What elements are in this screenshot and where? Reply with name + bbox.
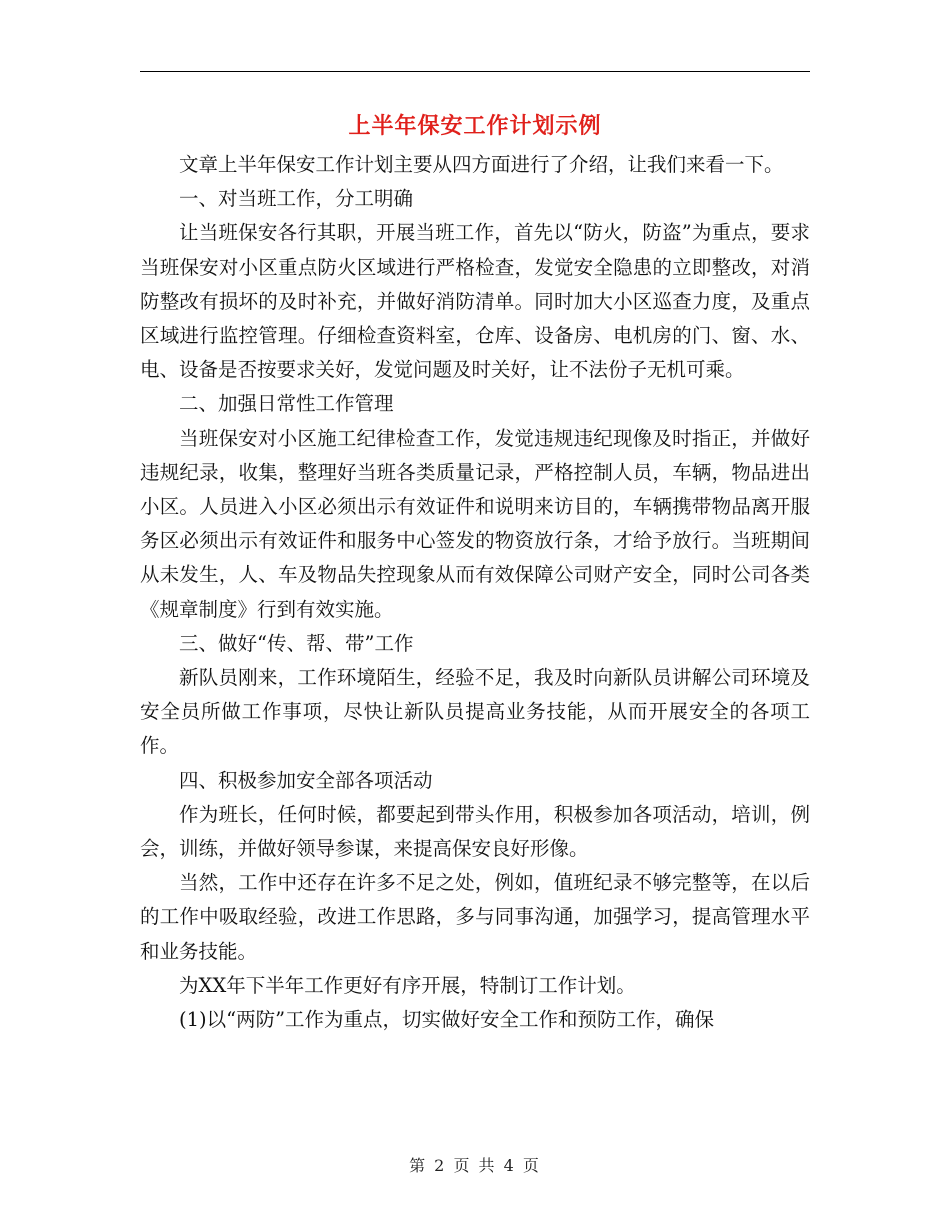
intro-paragraph: 文章上半年保安工作计划主要从四方面进行了介绍，让我们来看一下。: [179, 153, 784, 176]
section-4-paragraph: 作为班长，任何时候，都要起到带头作用，积极参加各项活动，培训，例会，训练，并做好领导参谋，来提高保安良好形像。: [140, 802, 810, 861]
document-title: 上半年保安工作计划示例: [348, 113, 602, 139]
section-heading-1: 一、对当班工作，分工明确: [179, 187, 414, 211]
section-heading-3: 三、做好“传、帮、带”工作: [179, 631, 414, 655]
section-2-paragraph: 当班保安对小区施工纪律检查工作，发觉违规违纪现像及时指正，并做好违规纪录，收集，整理好当班各类质量记录，严格控制人员，车辆，物品进出小区。人员进入小区必须出示有效证件和说明来访目的，车辆携带物品离开服务区必须出示有效证件和服务中心签发的物资放行条，才给予放行。当班期间从未发生，人、车及物品失控现象从而有效保障公司财产安全，同时公司各类《规章制度》行到有效实施。: [140, 426, 810, 621]
plan-intro-paragraph: 为XX年下半年工作更好有序开展，特制订工作计划。: [179, 973, 636, 997]
section-heading-4: 四、积极参加安全部各项活动: [179, 768, 433, 792]
shortcomings-paragraph: 当然，工作中还存在许多不足之处，例如，值班纪录不够完整等，在以后的工作中吸取经验，改进工作思路，多与同事沟通，加强学习，提高管理水平和业务技能。: [140, 871, 810, 963]
page-number-footer: 第 2 页 共 4 页: [409, 1156, 541, 1175]
plan-item-1-paragraph: (1)以“两防”工作为重点，切实做好安全工作和预防工作，确保: [179, 1008, 715, 1032]
section-heading-2: 二、加强日常性工作管理: [179, 392, 394, 416]
section-1-paragraph: 让当班保安各行其职，开展当班工作，首先以“防火，防盗”为重点，要求当班保安对小区重点防火区域进行严格检查，发觉安全隐患的立即整改，对消防整改有损坏的及时补充，并做好消防清单。同时加大小区巡查力度，及重点区域进行监控管理。仔细检查资料室，仓库、设备房、电机房的门、窗、水、电、设备是否按要求关好，发觉问题及时关好，让不法份子无机可乘。: [140, 221, 810, 382]
document-body: [140, 148, 810, 1037]
section-3-paragraph: 新队员刚来，工作环境陌生，经验不足，我及时向新队员讲解公司环境及安全员所做工作事项，尽快让新队员提高业务技能，从而开展安全的各项工作。: [140, 666, 810, 758]
header-rule: [140, 71, 810, 72]
